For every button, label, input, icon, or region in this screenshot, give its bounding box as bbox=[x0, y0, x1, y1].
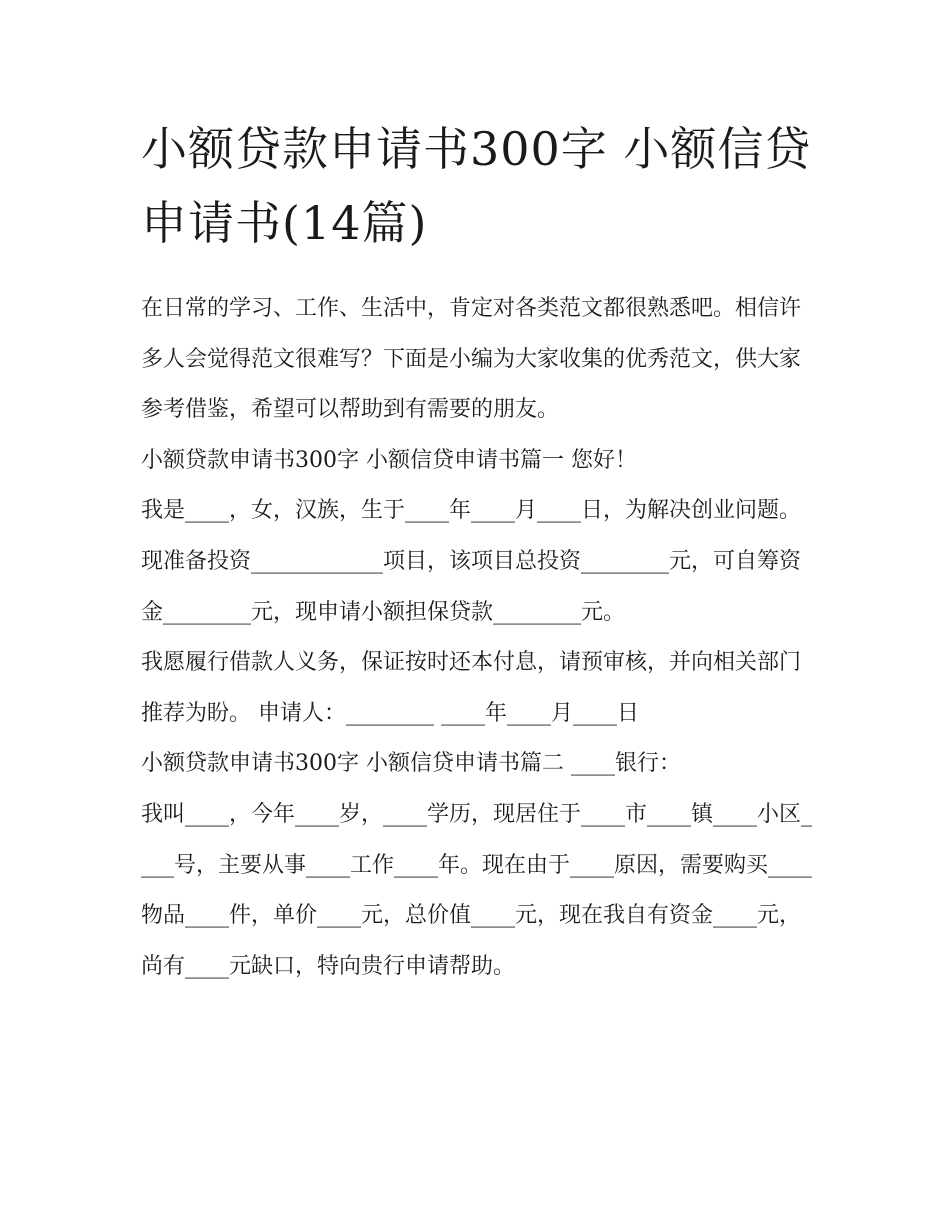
paragraph-obligation: 我愿履行借款人义务，保证按时还本付息，请预审核，并向相关部门推荐为盼。 申请人：________ ____年____月____日 bbox=[141, 650, 802, 726]
paragraph-request-details: 我叫____，今年____岁，____学历，现居住于____市____镇____小区____号，主要从事____工作____年。现在由于____原因，需要购买____物品____件，单价____元，总价值____元，现在我自有资金____元，尚有____元缺口，特向贵行申请帮助。 bbox=[141, 801, 813, 979]
document-page bbox=[141, 112, 821, 992]
document-title: 小额贷款申请书300字 小额信贷申请书(14篇) bbox=[141, 122, 812, 250]
paragraph-applicant-info: 我是____，女，汉族，生于____年____月____日，为解决创业问题。现准备投资____________项目，该项目总投资________元，可自筹资金________元，现申请小额担保贷款________元。 bbox=[141, 498, 802, 625]
intro-paragraph: 在日常的学习、工作、生活中，肯定对各类范文都很熟悉吧。相信许多人会觉得范文很难写？下面是小编为大家收集的优秀范文，供大家参考借鉴，希望可以帮助到有需要的朋友。 bbox=[141, 296, 802, 423]
section-heading-2: 小额贷款申请书300字 小额信贷申请书篇二 ____银行： bbox=[141, 751, 681, 777]
document-body bbox=[141, 284, 821, 992]
section-heading-1: 小额贷款申请书300字 小额信贷申请书篇一 您好！ bbox=[141, 447, 637, 473]
